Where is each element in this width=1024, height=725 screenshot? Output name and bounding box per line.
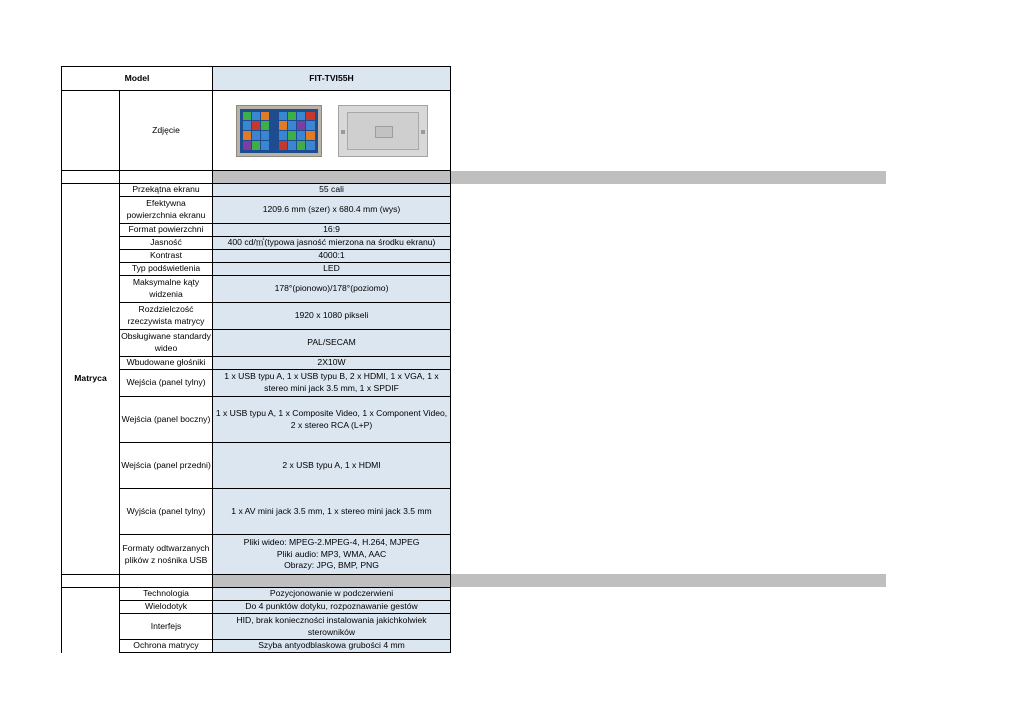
spec-row: [62, 640, 451, 653]
touchscreen-back-photo: [338, 105, 428, 157]
spec-value: 178°(pionowo)/178°(poziomo): [213, 276, 451, 303]
spec-value: 1209.6 mm (szer) x 680.4 mm (wys): [213, 197, 451, 224]
spec-label: Interfejs: [120, 614, 213, 640]
spec-value: PAL/SECAM: [213, 330, 451, 357]
spec-row: [62, 370, 451, 397]
spec-label: Wejścia (panel boczny): [120, 397, 213, 443]
photo-row-blank: [62, 91, 120, 171]
spec-label: Wejścia (panel tylny): [120, 370, 213, 397]
photo-label: Zdjęcie: [120, 91, 213, 171]
spec-label: Format powierzchni: [120, 224, 213, 237]
spec-value: 2X10W: [213, 357, 451, 370]
spec-row: [62, 237, 451, 250]
spec-value: 55 cali: [213, 184, 451, 197]
spec-row: [62, 224, 451, 237]
spec-label: Wielodotyk: [120, 601, 213, 614]
spec-row: [62, 263, 451, 276]
spec-label: Rozdzielczość rzeczywista matrycy: [120, 303, 213, 330]
spec-row: [62, 303, 451, 330]
spec-value-line: Pliki audio: MP3, WMA, AAC: [276, 548, 387, 559]
spec-value: 16:9: [213, 224, 451, 237]
model-row: [62, 67, 451, 91]
matrix-section: [62, 184, 451, 575]
spec-row: [62, 276, 451, 303]
spec-row: [62, 184, 451, 197]
spec-value: [213, 535, 451, 575]
spec-row: [62, 588, 451, 601]
spec-label: Przekątna ekranu: [120, 184, 213, 197]
section-label: Matryca: [62, 184, 120, 575]
spec-value: Szyba antyodblaskowa grubości 4 mm: [213, 640, 451, 653]
separator-row: [62, 171, 451, 184]
spec-value: 1 x USB typu A, 1 x Composite Video, 1 x Component Video, 2 x stereo RCA (L+P): [213, 397, 451, 443]
spec-label: Kontrast: [120, 250, 213, 263]
spec-value: 1920 x 1080 pikseli: [213, 303, 451, 330]
spec-row: [62, 197, 451, 224]
spec-value: 4000:1: [213, 250, 451, 263]
spec-row: [62, 250, 451, 263]
spec-value: Do 4 punktów dotyku, rozpoznawanie gestów: [213, 601, 451, 614]
touch-section: [62, 588, 451, 653]
separator-bar: [450, 171, 886, 184]
spec-value: 400 cd/㎡(typowa jasność mierzona na środku ekranu): [213, 237, 451, 250]
spec-row: [62, 489, 451, 535]
spec-label: Typ podświetlenia: [120, 263, 213, 276]
spec-row: [62, 614, 451, 640]
spec-label: Maksymalne kąty widzenia: [120, 276, 213, 303]
spec-value: 2 x USB typu A, 1 x HDMI: [213, 443, 451, 489]
spec-label: Formaty odtwarzanych plików z nośnika USB: [120, 535, 213, 575]
spec-row: [62, 535, 451, 575]
spec-value-line: Pliki wideo: MPEG-2.MPEG-4, H.264, MJPEG: [243, 537, 420, 548]
spec-label: Wejścia (panel przedni): [120, 443, 213, 489]
spec-row: [62, 357, 451, 370]
touchscreen-front-photo: [236, 105, 322, 157]
spec-label: Ochrona matrycy: [120, 640, 213, 653]
photo-cell: [213, 91, 451, 171]
photo-row: [62, 91, 451, 171]
spec-label: Jasność: [120, 237, 213, 250]
separator-row: [62, 575, 451, 588]
spec-row: [62, 330, 451, 357]
spec-value: 1 x AV mini jack 3.5 mm, 1 x stereo mini jack 3.5 mm: [213, 489, 451, 535]
spec-value: Pozycjonowanie w podczerwieni: [213, 588, 451, 601]
separator-bar: [450, 574, 886, 587]
spec-label: Obsługiwane standardy wideo: [120, 330, 213, 357]
spec-row: [62, 397, 451, 443]
spec-row: [62, 443, 451, 489]
spec-value: HID, brak konieczności instalowania jakichkolwiek sterowników: [213, 614, 451, 640]
spec-value-line: Obrazy: JPG, BMP, PNG: [284, 560, 379, 571]
section-label-blank: [62, 588, 120, 653]
spec-value: LED: [213, 263, 451, 276]
spec-label: Wbudowane głośniki: [120, 357, 213, 370]
model-value: FIT-TVI55H: [213, 67, 451, 91]
spec-table: [61, 66, 451, 653]
spec-label: Technologia: [120, 588, 213, 601]
spec-row: [62, 601, 451, 614]
spec-value: 1 x USB typu A, 1 x USB typu B, 2 x HDMI, 1 x VGA, 1 x stereo mini jack 3.5 mm, 1 x SPDIF: [213, 370, 451, 397]
spec-label: Efektywna powierzchnia ekranu: [120, 197, 213, 224]
model-label: Model: [62, 67, 213, 91]
spec-label: Wyjścia (panel tylny): [120, 489, 213, 535]
